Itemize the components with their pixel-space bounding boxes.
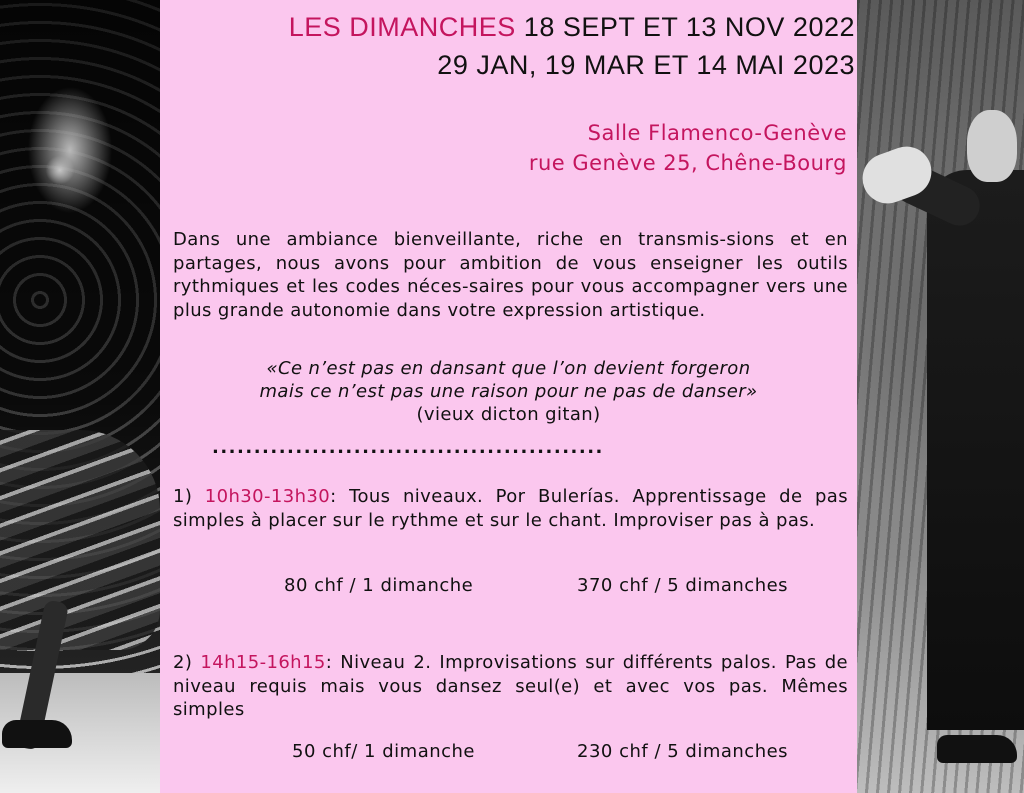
course-1-price-pack: 370 chf / 5 dimanches — [577, 575, 789, 596]
course-time: 10h30-13h30 — [204, 486, 331, 507]
venue — [529, 118, 847, 178]
dotted-separator: ............................................... — [212, 438, 604, 458]
photo-female-dancer — [0, 0, 160, 793]
course-2-price-pack: 230 chf / 5 dimanches — [577, 741, 789, 762]
quote-block — [160, 357, 857, 426]
dates-line-1 — [289, 8, 855, 46]
course-1 — [173, 485, 848, 532]
dancer-head — [967, 110, 1017, 182]
course-description: : Niveau 2. Improvisations sur différents palos. Pas de niveau requis mais vous dansez seul(e) et avec vos pas. Mêmes simples — [173, 652, 848, 720]
quote-line-1: «Ce n’est pas en dansant que l’on devient forgeron — [266, 358, 751, 379]
flyer-panel — [160, 0, 857, 793]
intro-paragraph: Dans une ambiance bienveillante, riche en transmis-sions et en partages, nous avons pour ambition de vous enseigner les outils rythmiques et les codes néces-saires pour vous accompagner vers une plus grande autonomie dans votre expression artistique. — [173, 229, 848, 321]
course-number: 1) — [173, 486, 193, 507]
dancer-shoe — [937, 735, 1017, 763]
dates-2022: 18 SEPT ET 13 NOV 2022 — [523, 12, 855, 42]
quote-source: (vieux dicton gitan) — [416, 404, 601, 425]
course-2-price-single: 50 chf/ 1 dimanche — [292, 741, 476, 762]
course-description: : Tous niveaux. Por Bulerías. Apprentissage de pas simples à placer sur le rythme et sur le chant. Improviser pas à pas. — [173, 486, 848, 531]
venue-name: Salle Flamenco-Genève — [587, 121, 847, 145]
dancer-shoe — [2, 720, 72, 748]
quote-line-2: mais ce n’est pas une raison pour ne pas de danser» — [259, 381, 758, 402]
dates-header — [289, 8, 855, 84]
dates-label: LES DIMANCHES — [288, 12, 516, 42]
course-time: 14h15-16h15 — [200, 652, 326, 673]
course-number: 2) — [173, 652, 193, 673]
dates-2023: 29 JAN, 19 MAR ET 14 MAI 2023 — [437, 50, 855, 80]
photo-male-dancer — [857, 0, 1024, 793]
venue-address: rue Genève 25, Chêne-Bourg — [528, 151, 847, 175]
dancer-skirt — [0, 430, 160, 650]
course-1-price-single: 80 chf / 1 dimanche — [284, 575, 474, 596]
dancer-body — [927, 170, 1024, 730]
course-2 — [173, 651, 848, 722]
intro-text — [173, 228, 848, 322]
